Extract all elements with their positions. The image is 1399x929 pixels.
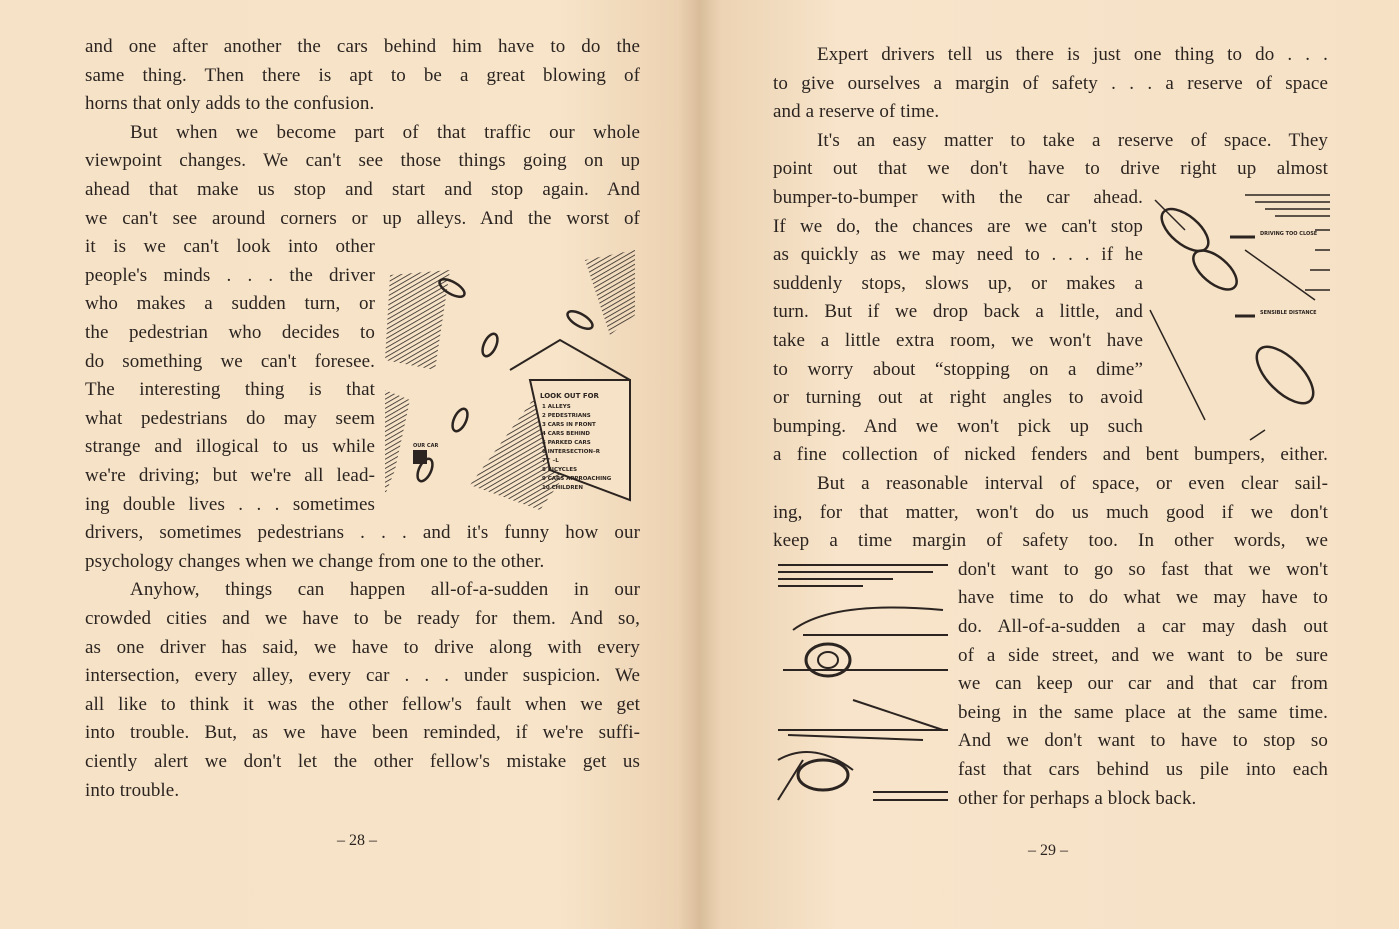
text-line: into trouble. But, as we have been reminded, if we're suffi- (85, 722, 640, 744)
text-line: Expert drivers tell us there is just one thing to do . . . (817, 44, 1328, 65)
text-line: ing double lives . . . sometimes (85, 493, 375, 515)
text-line: do something we can't foresee. (85, 350, 375, 372)
text-line: viewpoint changes. We can't see those things going on up (85, 150, 640, 172)
our-car-label: OUR CAR (413, 443, 439, 449)
look-out-item: 1 ALLEYS (542, 404, 571, 410)
text-line: being in the same place at the same time. (958, 701, 1328, 723)
text-line: And we don't want to have to stop so (958, 730, 1328, 752)
text-line: and a reserve of time. (773, 101, 940, 123)
text-line: have time to do what we may have to (958, 587, 1328, 609)
look-out-item: 3 CARS IN FRONT (542, 422, 596, 428)
text-line: But when we become part of that traffic our whole (130, 121, 640, 143)
look-out-item: 6 INTERSECTION–R (542, 449, 600, 455)
page-number: – 29 – (1028, 842, 1068, 859)
text-line: It's an easy matter to take a reserve of space. They (817, 129, 1328, 151)
text-line: a fine collection of nicked fenders and bent bumpers, either. (773, 444, 1328, 466)
intersection-illustration (380, 240, 640, 520)
text-line: If we do, the chances are we can't stop (773, 215, 1143, 237)
text-line: ing, for that matter, won't do us much good if we don't (773, 501, 1328, 523)
text-line: and one after another the cars behind him have to do the (85, 36, 640, 57)
text-line: as quickly as we may need to . . . if he (773, 244, 1143, 266)
text-line: But a reasonable interval of space, or even clear sail- (817, 473, 1328, 494)
text-line: what pedestrians do may seem (85, 407, 375, 429)
text-line: as one driver has said, we have to drive along with every (85, 636, 640, 658)
page-number: – 28 – (337, 832, 377, 849)
text-line: or turning out at right angles to avoid (773, 387, 1143, 409)
text-line: Anyhow, things can happen all-of-a-sudden in our (130, 579, 640, 601)
text-line: we're driving; but we're all lead- (85, 465, 375, 486)
text-line: The interesting thing is that (85, 379, 375, 401)
look-out-item: 7 " –L (542, 458, 559, 464)
text-line: crowded cities and we have to be ready for them. And so, (85, 608, 640, 629)
text-line: to worry about “stopping on a dime” (773, 358, 1143, 380)
look-out-item: 10 CHILDREN (542, 485, 583, 491)
label-driving-too-close: DRIVING TOO CLOSE (1260, 231, 1318, 237)
text-line: we can't see around corners or up alleys. And the worst of (85, 207, 640, 229)
following-distance-illustration (1145, 190, 1335, 450)
look-out-title: LOOK OUT FOR (540, 392, 599, 400)
text-line: same thing. Then there is apt to be a great blowing of (85, 64, 640, 86)
text-line: other for perhaps a block back. (958, 787, 1197, 809)
text-line: psychology changes when we change from one to the other. (85, 550, 545, 572)
text-line: point out that we don't have to drive right up almost (773, 158, 1328, 180)
car-dashboard-illustration (773, 560, 953, 810)
look-out-item: 5 PARKED CARS (542, 440, 591, 446)
text-line: do. All-of-a-sudden a car may dash out (958, 616, 1328, 637)
text-line: don't want to go so fast that we won't (958, 558, 1328, 580)
text-line: who makes a sudden turn, or (85, 293, 375, 315)
text-line: turn. But if we drop back a little, and (773, 301, 1143, 323)
text-line: horns that only adds to the confusion. (85, 93, 375, 115)
look-out-item: 8 BICYCLES (542, 467, 578, 473)
text-line: suddenly stops, slows up, or makes a (773, 272, 1143, 294)
look-out-item: 4 CARS BEHIND (542, 431, 590, 437)
text-line: take a little extra room, we won't have (773, 330, 1143, 351)
look-out-item: 2 PEDESTRIANS (542, 413, 591, 419)
text-line: bumper-to-bumper with the car ahead. (773, 187, 1143, 208)
text-line: people's minds . . . the driver (85, 264, 375, 286)
text-line: it is we can't look into other (85, 236, 375, 258)
text-line: of a side street, and we want to be sure (958, 644, 1328, 666)
text-line: intersection, every alley, every car . . . under suspicion. We (85, 665, 640, 687)
text-line: strange and illogical to us while (85, 436, 375, 458)
text-line: drivers, sometimes pedestrians . . . and it's funny how our (85, 522, 640, 544)
look-out-item: 9 CARS APPROACHING (542, 476, 612, 482)
left-page (0, 0, 699, 929)
text-line: ahead that make us stop and start and stop again. And (85, 179, 640, 200)
text-line: to give ourselves a margin of safety . . . a reserve of space (773, 72, 1328, 94)
text-line: all like to think it was the other fellow's fault when we get (85, 693, 640, 715)
label-sensible-distance: SENSIBLE DISTANCE (1260, 310, 1317, 316)
text-line: fast that cars behind us pile into each (958, 759, 1328, 780)
text-line: into trouble. (85, 779, 180, 801)
right-page (699, 0, 1399, 929)
text-line: bumping. And we won't pick up such (773, 415, 1143, 437)
text-line: the pedestrian who decides to (85, 322, 375, 343)
text-line: keep a time margin of safety too. In other words, we (773, 530, 1328, 552)
text-line: we can keep our car and that car from (958, 673, 1328, 695)
text-line: ciently alert we don't let the other fellow's mistake get us (85, 751, 640, 772)
